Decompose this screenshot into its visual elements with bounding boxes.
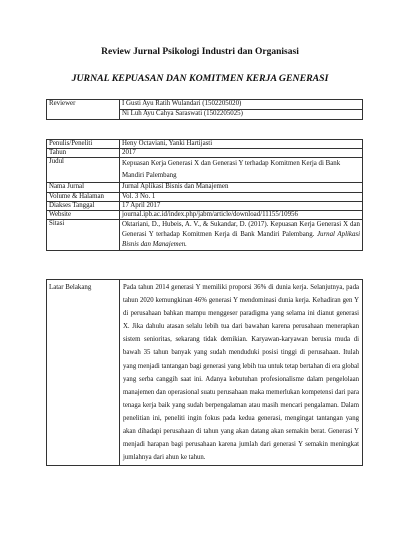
jurnal-value: Jurnal Aplikasi Bisnis dan Manajemen [120, 183, 363, 192]
reviewer-table [46, 99, 363, 120]
journal-title: JURNAL KEPUASAN DAN KOMITMEN KERJA GENERASI [71, 73, 329, 84]
latar-belakang-label: Latar Belakang [47, 280, 120, 466]
reviewer-name-2: Ni Luh Ayu Cahya Saraswati (1502205025) [120, 110, 363, 120]
sitasi-journal: Jurnal Aplikasi Bisnis dan Manajemen. [122, 231, 360, 249]
judul-value: Kepuasan Kerja Generasi X dan Generasi Y terhadap Komitmen Kerja di Bank Mandiri Palembang [120, 158, 363, 183]
penulis-value: Heny Octaviani, Yanki Hartijasti [120, 140, 363, 149]
volume-value: Vol. 3 No. 1 [120, 192, 363, 201]
diakses-label: Diakses Tanggal [47, 201, 120, 210]
sitasi-value [120, 220, 363, 251]
review-title: Review Jurnal Psikologi Industri dan Organisasi [101, 47, 299, 57]
latar-belakang-table [46, 279, 363, 466]
latar-belakang-text: Pada tahun 2014 generasi Y memiliki proporsi 36% di dunia kerja. Selanjutnya, pada tahun 2020 kemungkinan 46% generasi Y mendominasi dunia kerja. Kehadiran gen Y di perusahaan bahkan mampu menggeser paradigma yang selama ini dianut generasi X. Jika dahulu atasan selalu lebih tua dari bawahan karena perusahaan menerapkan sistem senioritas, sekarang tidak demikian. Karyawan-karyawan berusia muda di bawah 35 tahun banyak yang sudah menduduki posisi tinggi di perusahaan. Itulah yang menjadi tantangan bagi generasi yang lebih tua untuk tetap bertahan di era global yang serba canggih saat ini. Adanya kebutuhan profesionalisme dalam pengelolaan manajemen dan operasional suatu perusahaan maka memerlukan kompetensi dari para tenaga kerja baik yang sudah berpengalaman atau masih mencari pengalaman. Dalam penelitian ini, peneliti ingin fokus pada kedua generasi, mengingat tantangan yang akan dihadapi perusahaan di tahun yang akan datang akan semakin berat. Generasi Y menjadi harapan bagi perusahaan karena jumlah dari generasi Y semakin meningkat jumlahnya dari ahun ke tahun. [120, 280, 363, 466]
tahun-label: Tahun [47, 149, 120, 158]
volume-label: Volume & Halaman [47, 192, 120, 201]
journal-info-table [46, 139, 363, 251]
website-value: journal.ipb.ac.id/index.php/jabm/article/download/11155/10956 [120, 211, 363, 220]
reviewer-label: Reviewer [47, 100, 120, 120]
diakses-value: 17 April 2017 [120, 201, 363, 210]
penulis-label: Penulis/Peneliti [47, 140, 120, 149]
sitasi-label: Sitasi [47, 220, 120, 251]
tahun-value: 2017 [120, 149, 363, 158]
reviewer-name-1: I Gusti Ayu Ratih Wulandari (1502205020) [120, 100, 363, 110]
sitasi-text: Oktariani, D., Hubeis, A. V., & Sukandar, D. (2017). Kepuasan Kerja Generasi X dan Generasi Y terhadap Komitmen Kerja di Bank Mandiri Palembang. [122, 221, 360, 239]
judul-label: Judul [47, 158, 120, 183]
website-label: Website [47, 211, 120, 220]
jurnal-label: Nama Jurnal [47, 183, 120, 192]
